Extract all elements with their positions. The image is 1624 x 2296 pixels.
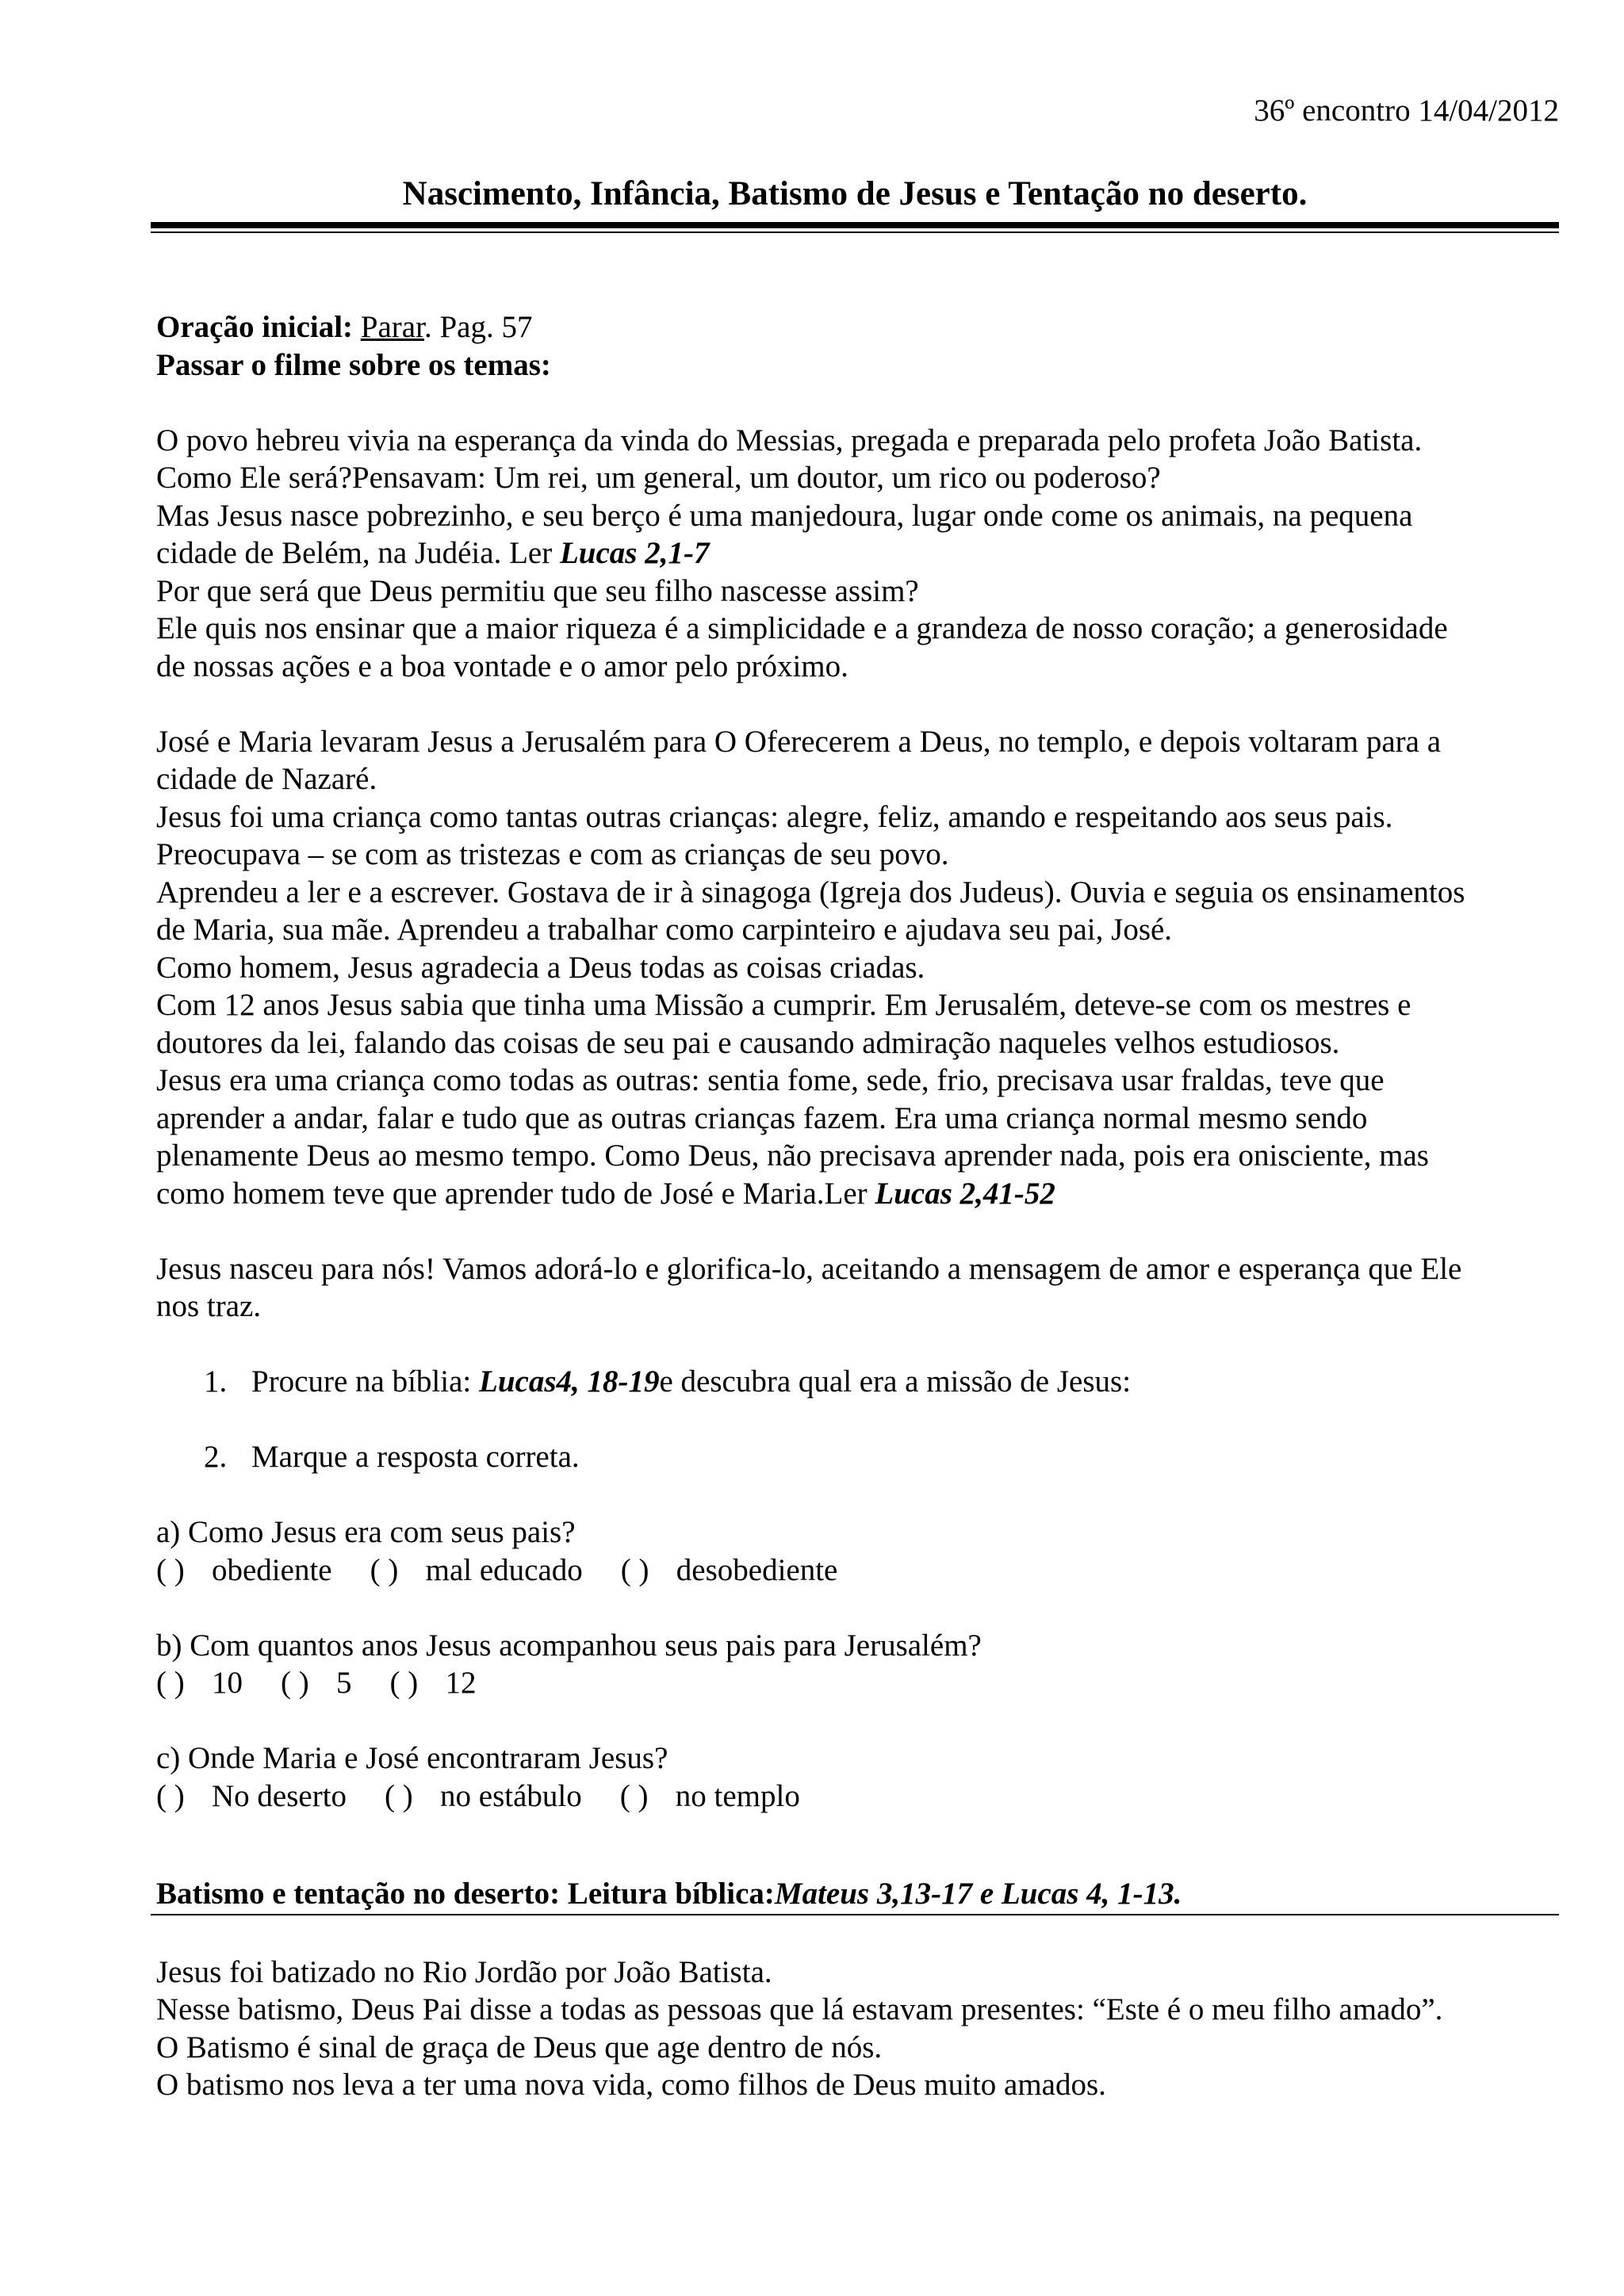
paragraph-line: Preocupava – se com as tristezas e com as crianças de seu povo.	[156, 837, 949, 871]
paragraph-line: Aprendeu a ler e a escrever. Gostava de ir à sinagoga (Igreja dos Judeus). Ouvia e seguia os ensinamentos	[156, 874, 1465, 909]
film-instruction: Passar o filme sobre os temas:	[156, 347, 551, 382]
answer-options-a	[156, 1552, 1559, 1590]
list-text	[251, 1363, 1131, 1401]
paragraph-line: Mas Jesus nasce pobrezinho, e seu berço é uma manjedoura, lugar onde come os animais, na pequena	[156, 498, 1413, 533]
prayer-page: . Pag. 57	[423, 310, 533, 344]
checkbox-blank[interactable]: ( )	[385, 1778, 413, 1813]
list-number: 1.	[204, 1364, 228, 1399]
prayer-line	[156, 308, 1559, 346]
option-label: 5	[336, 1666, 352, 1700]
prayer-label: Oração inicial:	[156, 310, 354, 344]
option-label: mal educado	[425, 1552, 583, 1587]
paragraph-line: de nossas ações e a boa vontade e o amor pelo próximo.	[156, 649, 848, 683]
paragraph-line: aprender a andar, falar e tudo que as outras crianças fazem. Era uma criança normal mesmo sendo	[156, 1100, 1368, 1135]
paragraph-line: O povo hebreu vivia na esperança da vinda do Messias, pregada e preparada pelo profeta João Batista.	[156, 423, 1423, 457]
checkbox-blank[interactable]: ( )	[156, 1552, 185, 1587]
checkbox-blank[interactable]: ( )	[370, 1552, 399, 1587]
paragraph-line: Com 12 anos Jesus sabia que tinha uma Missão a cumprir. Em Jerusalém, deteve-se com os mestres e	[156, 988, 1411, 1022]
bible-reference: Lucas4, 18-19	[479, 1364, 660, 1399]
question-b: b) Com quantos anos Jesus acompanhou seus pais para Jerusalém?	[156, 1628, 982, 1663]
list-item	[156, 1363, 1559, 1401]
paragraph-line: O batismo nos leva a ter uma nova vida, como filhos de Deus muito amados.	[156, 2068, 1106, 2102]
answer-options-c	[156, 1777, 1559, 1816]
list-text: Marque a resposta correta.	[251, 1440, 580, 1474]
paragraph-line: Jesus foi uma criança como tantas outras crianças: alegre, feliz, amando e respeitando aos seus pais.	[156, 799, 1393, 834]
paragraph-line: plenamente Deus ao mesmo tempo. Como Deus, não precisava aprender nada, pois era onisciente, mas	[156, 1138, 1429, 1173]
title-rule-thick	[151, 222, 1559, 228]
checkbox-blank[interactable]: ( )	[620, 1552, 649, 1587]
paragraph-line: doutores da lei, falando das coisas de seu pai e causando admiração naqueles velhos estudiosos.	[156, 1025, 1340, 1060]
bible-reference: Mateus 3,13-17 e Lucas 4, 1-13.	[774, 1876, 1182, 1911]
option-label: desobediente	[676, 1552, 838, 1587]
paragraph-text: cidade de Belém, na Judéia. Ler	[156, 536, 560, 570]
paragraph-line: O Batismo é sinal de graça de Deus que age dentro de nós.	[156, 2030, 883, 2064]
paragraph-line: Como Ele será?Pensavam: Um rei, um general, um doutor, um rico ou poderoso?	[156, 461, 1161, 495]
option-label: 10	[212, 1666, 243, 1700]
checkbox-blank[interactable]: ( )	[156, 1666, 185, 1700]
paragraph-line: nos traz.	[156, 1289, 262, 1323]
paragraph-line: José e Maria levaram Jesus a Jerusalém para O Oferecerem a Deus, no templo, e depois voltaram para a	[156, 724, 1442, 759]
list-text-start: Procure na bíblia:	[251, 1364, 479, 1399]
paragraph-line: Como homem, Jesus agradecia a Deus todas as coisas criadas.	[156, 950, 925, 985]
paragraph-line: cidade de Nazaré.	[156, 762, 377, 796]
section-title-text: Batismo e tentação no deserto: Leitura bíblica:	[156, 1876, 775, 1911]
question-c: c) Onde Maria e José encontraram Jesus?	[156, 1741, 668, 1775]
bible-reference: Lucas 2,1-7	[559, 536, 710, 570]
option-label: No deserto	[212, 1778, 347, 1813]
paragraph-line	[156, 534, 1559, 572]
paragraph-line: Jesus nasceu para nós! Vamos adorá-lo e glorifica-lo, aceitando a mensagem de amor e esperança que Ele	[156, 1251, 1462, 1286]
option-label: no templo	[675, 1778, 800, 1813]
answer-options-b	[156, 1664, 1559, 1702]
paragraph-line: Por que será que Deus permitiu que seu filho nascesse assim?	[156, 573, 919, 608]
checkbox-blank[interactable]: ( )	[156, 1778, 185, 1813]
paragraph-line: Ele quis nos ensinar que a maior riqueza é a simplicidade e a grandeza de nosso coração; a generosidade	[156, 611, 1448, 645]
checkbox-blank[interactable]: ( )	[389, 1666, 419, 1700]
paragraph-line: Nesse batismo, Deus Pai disse a todas as pessoas que lá estavam presentes: “Este é o meu filho amado”.	[156, 1992, 1443, 2026]
bible-reference: Lucas 2,41-52	[875, 1176, 1055, 1211]
document-body	[156, 308, 1559, 2104]
question-a: a) Como Jesus era com seus pais?	[156, 1515, 576, 1549]
prayer-link[interactable]: Parar	[360, 310, 424, 344]
option-label: 12	[445, 1666, 477, 1700]
list-text-rest: e descubra qual era a missão de Jesus:	[659, 1364, 1132, 1399]
option-label: no estábulo	[440, 1778, 582, 1813]
paragraph-line: de Maria, sua mãe. Aprendeu a trabalhar como carpinteiro e ajudava seu pai, José.	[156, 913, 1173, 947]
paragraph-line	[156, 1175, 1559, 1213]
page-title: Nascimento, Infância, Batismo de Jesus e Tentação no deserto.	[402, 175, 1308, 212]
list-number: 2.	[204, 1440, 228, 1474]
paragraph-line: Jesus foi batizado no Rio Jordão por João Batista.	[156, 1954, 772, 1989]
checkbox-blank[interactable]: ( )	[281, 1666, 309, 1700]
paragraph-line: Jesus era uma criança como todas as outras: sentia fome, sede, frio, precisava usar fraldas, teve que	[156, 1063, 1385, 1097]
title-rule-thin	[151, 232, 1559, 233]
checkbox-blank[interactable]: ( )	[619, 1778, 649, 1813]
option-label: obediente	[212, 1552, 332, 1587]
paragraph-text: como homem teve que aprender tudo de José e Maria.Ler	[156, 1176, 875, 1211]
list-item	[156, 1438, 1559, 1476]
section-title	[156, 1875, 1559, 1913]
meeting-date: 36º encontro 14/04/2012	[1254, 94, 1559, 128]
